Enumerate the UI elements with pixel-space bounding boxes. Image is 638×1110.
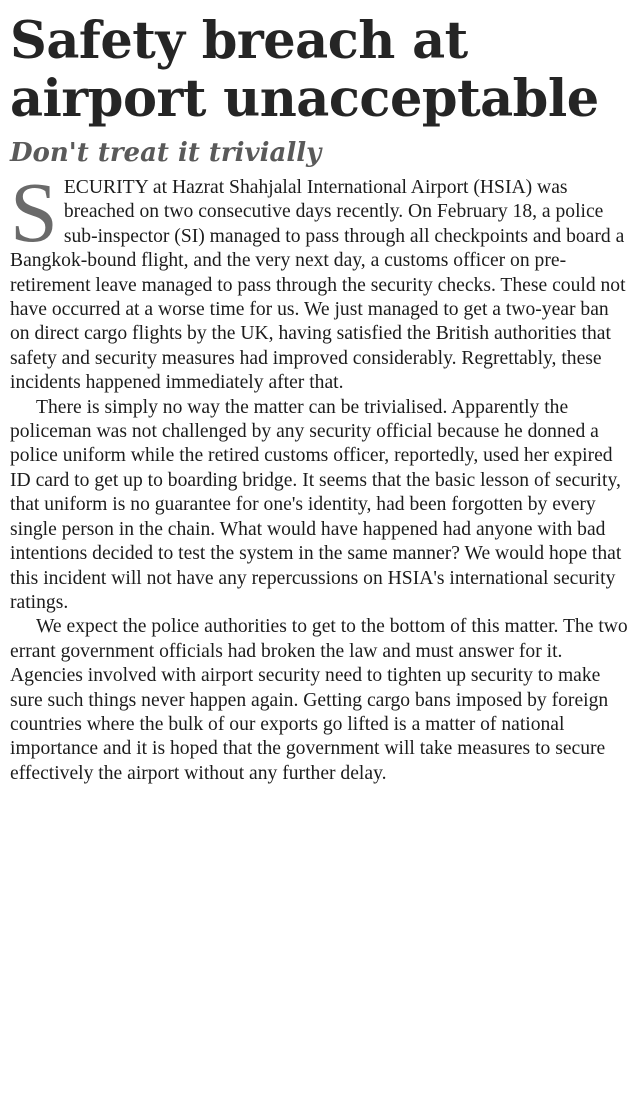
headline (6, 0, 632, 128)
editorial-article (6, 0, 632, 786)
drop-cap: S (10, 164, 58, 260)
paragraph-1-text: ECURITY at Hazrat Shahjalal International Airport (HSIA) was breached on two consecutive days recently. On February 18, a police sub-inspector (SI) managed to pass through all checkpoints and board a Bangkok-bound flight, and the very next day, a customs officer on pre-retirement leave managed to pass through the security checks. These could not have occurred at a worse time for us. We just managed to get a two-year ban on direct cargo flights by the UK, having satisfied the British authorities that safety and security measures had improved considerably. Regrettably, these incidents happened immediately after that. (10, 177, 626, 394)
paragraph-2: There is simply no way the matter can be trivialised. Apparently the policeman was not challenged by any security official because he donned a police uniform while the retired customs officer, reportedly, used her expired ID card to get up to boarding bridge. It seems that the basic lesson of security, that uniform is no guarantee for one's identity, had been forgotten by every single person in the chain. What would have happened had anyone with bad intentions decided to test the system in the same manner? We would hope that this incident will not have any repercussions on HSIA's international security ratings. (10, 396, 622, 613)
paragraph-3: We expect the police authorities to get to the bottom of this matter. The two errant government officials had broken the law and must answer for it. Agencies involved with airport security need to tighten up security to make sure such things never happen again. Getting cargo bans imposed by foreign countries where the bulk of our exports go lifted is a matter of national importance and it is hoped that the government will take measures to secure effectively the airport without any further delay. (10, 616, 628, 784)
headline-line-2: airport unacceptable (10, 69, 599, 129)
headline-line-1: Safety breach at (10, 11, 468, 71)
article-body (10, 164, 632, 786)
subheadline: Don't treat it trivially (10, 138, 322, 168)
paragraph-1 (10, 164, 632, 396)
